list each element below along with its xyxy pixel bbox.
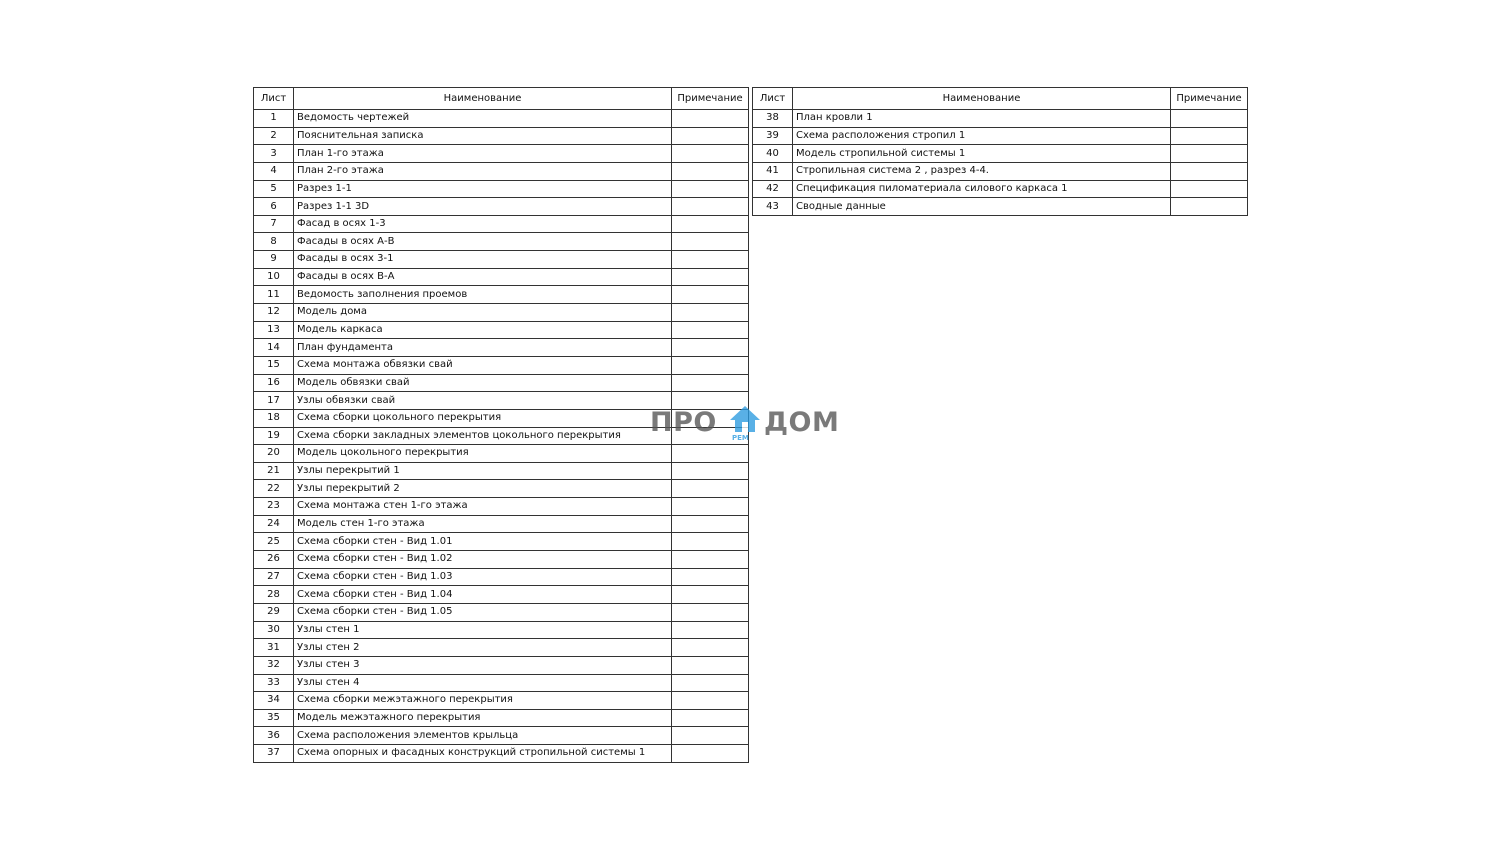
note-cell — [672, 180, 749, 198]
table-row — [254, 233, 749, 251]
sheet-number: 7 — [254, 215, 294, 233]
table-row — [254, 462, 749, 480]
note-cell — [672, 268, 749, 286]
note-cell — [672, 480, 749, 498]
table-row — [753, 180, 1248, 198]
drawing-name: Схема монтажа стен 1-го этажа — [294, 498, 672, 516]
watermark-subtext: РЕМ — [732, 434, 749, 442]
note-cell — [672, 498, 749, 516]
sheet-number: 37 — [254, 745, 294, 763]
table-row — [254, 656, 749, 674]
note-cell — [672, 656, 749, 674]
note-cell — [672, 462, 749, 480]
table-row — [254, 745, 749, 763]
drawing-name: Узлы перекрытий 1 — [294, 462, 672, 480]
sheet-number: 33 — [254, 674, 294, 692]
watermark-text-left: ПРО — [650, 407, 717, 438]
header-note: Примечание — [1171, 88, 1248, 110]
note-cell — [672, 586, 749, 604]
note-cell — [672, 233, 749, 251]
note-cell — [672, 339, 749, 357]
drawing-name: Модель стен 1-го этажа — [294, 515, 672, 533]
note-cell — [672, 356, 749, 374]
sheet-number: 17 — [254, 392, 294, 410]
table-row — [254, 145, 749, 163]
note-cell — [672, 110, 749, 128]
drawing-name: Узлы стен 1 — [294, 621, 672, 639]
drawing-name: Схема сборки стен - Вид 1.04 — [294, 586, 672, 604]
drawing-name: Фасад в осях 1-3 — [294, 215, 672, 233]
drawing-name: Схема расположения элементов крыльца — [294, 727, 672, 745]
note-cell — [672, 674, 749, 692]
drawing-name: Ведомость чертежей — [294, 110, 672, 128]
drawing-name: Схема монтажа обвязки свай — [294, 356, 672, 374]
sheet-number: 29 — [254, 603, 294, 621]
sheet-number: 36 — [254, 727, 294, 745]
drawing-name: Разрез 1-1 3D — [294, 198, 672, 216]
table-row — [254, 533, 749, 551]
header-name: Наименование — [793, 88, 1171, 110]
note-cell — [672, 568, 749, 586]
drawing-name: Модель межэтажного перекрытия — [294, 709, 672, 727]
sheet-number: 1 — [254, 110, 294, 128]
note-cell — [1171, 162, 1248, 180]
drawing-name: Схема опорных и фасадных конструкций стропильной системы 1 — [294, 745, 672, 763]
table-row — [753, 198, 1248, 216]
table-row — [254, 551, 749, 569]
sheet-number: 15 — [254, 356, 294, 374]
sheet-number: 10 — [254, 268, 294, 286]
table-row — [254, 286, 749, 304]
table-row — [254, 568, 749, 586]
header-sheet: Лист — [753, 88, 793, 110]
sheet-number: 22 — [254, 480, 294, 498]
drawing-name: Фасады в осях 3-1 — [294, 251, 672, 269]
drawing-name: Спецификация пиломатериала силового каркаса 1 — [793, 180, 1171, 198]
table-row — [254, 515, 749, 533]
drawing-name: Разрез 1-1 — [294, 180, 672, 198]
drawing-name: План кровли 1 — [793, 110, 1171, 128]
note-cell — [672, 727, 749, 745]
sheet-number: 28 — [254, 586, 294, 604]
table-row — [254, 603, 749, 621]
header-note: Примечание — [672, 88, 749, 110]
table-row — [753, 110, 1248, 128]
sheet-number: 14 — [254, 339, 294, 357]
sheet-number: 41 — [753, 162, 793, 180]
table-row — [254, 304, 749, 322]
note-cell — [672, 709, 749, 727]
table-row — [254, 110, 749, 128]
drawing-name: Схема сборки стен - Вид 1.03 — [294, 568, 672, 586]
sheet-number: 19 — [254, 427, 294, 445]
note-cell — [672, 127, 749, 145]
table-row — [254, 480, 749, 498]
note-cell — [672, 251, 749, 269]
note-cell — [672, 321, 749, 339]
sheet-number: 4 — [254, 162, 294, 180]
watermark-text-right: ДОМ — [764, 407, 840, 438]
note-cell — [672, 515, 749, 533]
note-cell — [672, 162, 749, 180]
drawing-name: План 2-го этажа — [294, 162, 672, 180]
drawing-name: Узлы стен 2 — [294, 639, 672, 657]
drawing-name: Модель дома — [294, 304, 672, 322]
table-row — [254, 621, 749, 639]
sheet-number: 40 — [753, 145, 793, 163]
note-cell — [672, 639, 749, 657]
sheet-number: 32 — [254, 656, 294, 674]
sheet-number: 13 — [254, 321, 294, 339]
table-row — [254, 374, 749, 392]
sheet-number: 16 — [254, 374, 294, 392]
drawing-name: Модель каркаса — [294, 321, 672, 339]
sheet-number: 30 — [254, 621, 294, 639]
sheet-number: 3 — [254, 145, 294, 163]
sheet-number: 18 — [254, 409, 294, 427]
table-row — [254, 692, 749, 710]
table-row — [254, 321, 749, 339]
sheet-number: 8 — [254, 233, 294, 251]
note-cell — [672, 692, 749, 710]
drawing-name: Фасады в осях А-В — [294, 233, 672, 251]
table-header-row — [753, 88, 1248, 110]
header-sheet: Лист — [254, 88, 294, 110]
table-row — [254, 127, 749, 145]
table-row — [254, 356, 749, 374]
drawing-name: Схема сборки стен - Вид 1.05 — [294, 603, 672, 621]
prodom-watermark-logo — [650, 405, 850, 447]
sheet-number: 6 — [254, 198, 294, 216]
table-row — [254, 198, 749, 216]
sheet-number: 21 — [254, 462, 294, 480]
note-cell — [672, 145, 749, 163]
table-body-right — [753, 110, 1248, 216]
sheet-number: 43 — [753, 198, 793, 216]
drawing-name: Схема расположения стропил 1 — [793, 127, 1171, 145]
sheet-number: 27 — [254, 568, 294, 586]
table-row — [254, 162, 749, 180]
note-cell — [672, 304, 749, 322]
sheet-number: 26 — [254, 551, 294, 569]
note-cell — [1171, 110, 1248, 128]
drawing-name: Узлы перекрытий 2 — [294, 480, 672, 498]
note-cell — [672, 445, 749, 463]
note-cell — [672, 745, 749, 763]
note-cell — [1171, 127, 1248, 145]
sheet-number: 34 — [254, 692, 294, 710]
drawing-name: Узлы стен 4 — [294, 674, 672, 692]
sheet-number: 9 — [254, 251, 294, 269]
table-row — [254, 215, 749, 233]
note-cell — [672, 603, 749, 621]
drawing-name: Схема сборки цокольного перекрытия — [294, 409, 672, 427]
table-row — [254, 586, 749, 604]
drawings-list-table-right — [752, 87, 1248, 216]
drawing-name: Ведомость заполнения проемов — [294, 286, 672, 304]
table-row — [753, 162, 1248, 180]
sheet-number: 2 — [254, 127, 294, 145]
note-cell — [1171, 198, 1248, 216]
table-row — [753, 145, 1248, 163]
sheet-number: 23 — [254, 498, 294, 516]
table-row — [254, 445, 749, 463]
sheet-number: 20 — [254, 445, 294, 463]
drawing-name: Узлы стен 3 — [294, 656, 672, 674]
note-cell — [672, 374, 749, 392]
note-cell — [672, 551, 749, 569]
table-row — [254, 709, 749, 727]
drawing-name: План фундамента — [294, 339, 672, 357]
drawing-name: Пояснительная записка — [294, 127, 672, 145]
sheet-number: 12 — [254, 304, 294, 322]
table-header-row — [254, 88, 749, 110]
note-cell — [672, 198, 749, 216]
house-icon — [729, 405, 761, 435]
drawing-name: Модель обвязки свай — [294, 374, 672, 392]
table-row — [254, 639, 749, 657]
drawing-name: Схема сборки межэтажного перекрытия — [294, 692, 672, 710]
table-row — [254, 180, 749, 198]
note-cell — [672, 286, 749, 304]
drawing-name: Модель цокольного перекрытия — [294, 445, 672, 463]
note-cell — [672, 533, 749, 551]
drawing-name: Сводные данные — [793, 198, 1171, 216]
table-row — [254, 727, 749, 745]
sheet-number: 24 — [254, 515, 294, 533]
drawing-name: Модель стропильной системы 1 — [793, 145, 1171, 163]
drawing-name: Узлы обвязки свай — [294, 392, 672, 410]
table-row — [254, 674, 749, 692]
drawing-name: Схема сборки стен - Вид 1.01 — [294, 533, 672, 551]
table-row — [254, 339, 749, 357]
sheet-number: 5 — [254, 180, 294, 198]
header-name: Наименование — [294, 88, 672, 110]
sheet-number: 39 — [753, 127, 793, 145]
sheet-number: 35 — [254, 709, 294, 727]
table-row — [254, 251, 749, 269]
drawing-name: Схема сборки закладных элементов цокольного перекрытия — [294, 427, 672, 445]
note-cell — [672, 621, 749, 639]
drawing-name: Фасады в осях В-А — [294, 268, 672, 286]
sheet-number: 38 — [753, 110, 793, 128]
note-cell — [1171, 180, 1248, 198]
table-row — [254, 268, 749, 286]
sheet-number: 31 — [254, 639, 294, 657]
sheet-number: 11 — [254, 286, 294, 304]
drawing-name: Схема сборки стен - Вид 1.02 — [294, 551, 672, 569]
table-row — [254, 498, 749, 516]
table-row — [753, 127, 1248, 145]
drawing-name: Стропильная система 2 , разрез 4-4. — [793, 162, 1171, 180]
note-cell — [672, 215, 749, 233]
note-cell — [1171, 145, 1248, 163]
sheet-number: 25 — [254, 533, 294, 551]
drawing-name: План 1-го этажа — [294, 145, 672, 163]
sheet-number: 42 — [753, 180, 793, 198]
